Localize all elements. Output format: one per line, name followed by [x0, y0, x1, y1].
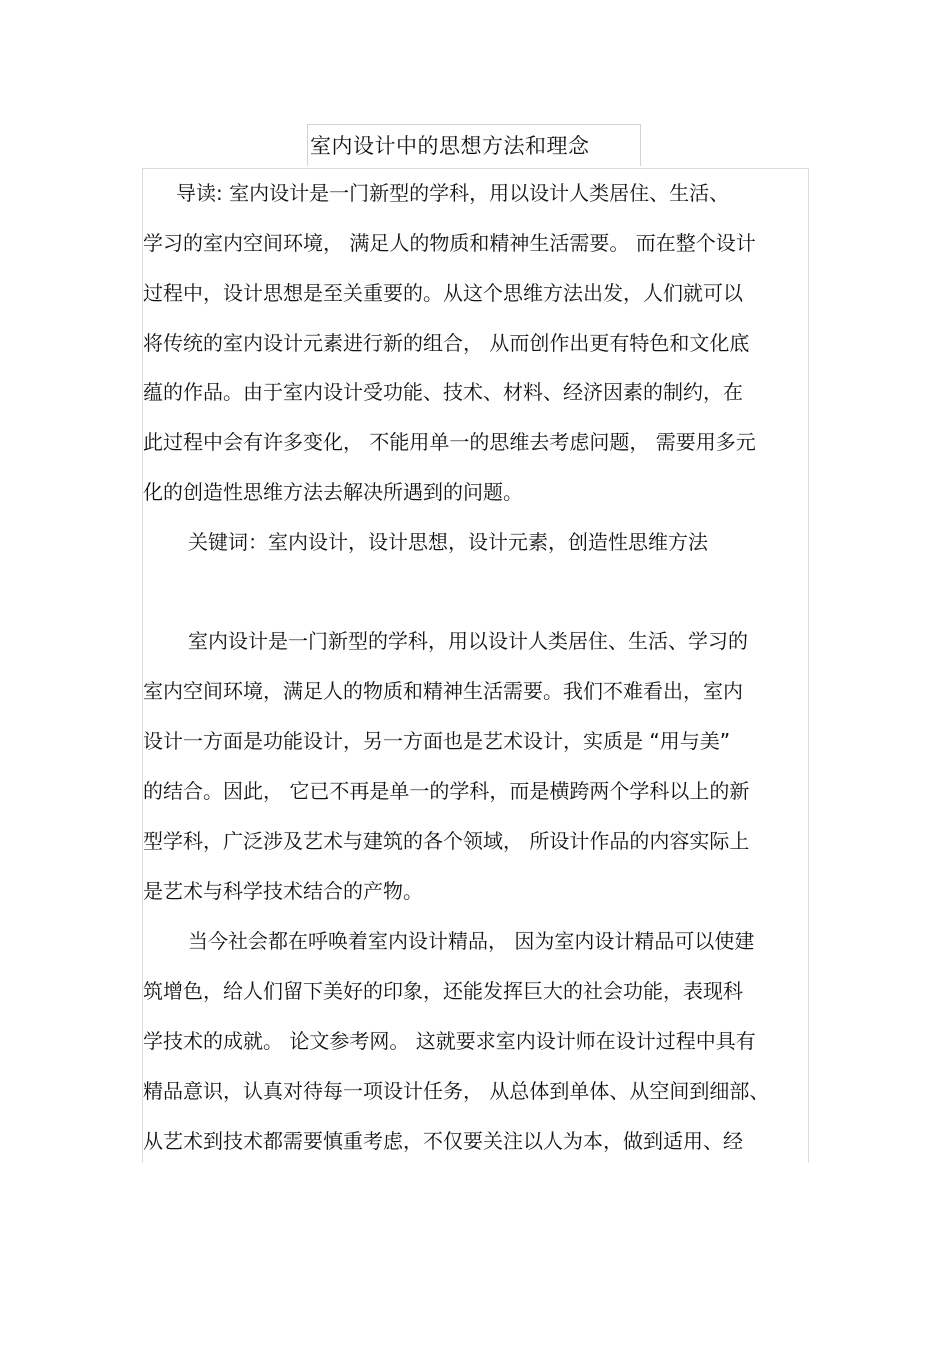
- abstract-line: 过程中，设计思想是至关重要的。从这个思维方法出发，人们就可以: [143, 281, 743, 305]
- body-paragraph-line: 学技术的成就。 论文参考网。 这就要求室内设计师在设计过程中具有: [143, 1029, 756, 1053]
- abstract-line: 将传统的室内设计元素进行新的组合， 从而创作出更有特色和文化底: [143, 331, 750, 355]
- abstract-line: 导读: 室内设计是一门新型的学科，用以设计人类居住、生活、: [176, 181, 730, 205]
- body-paragraph-line: 设计一方面是功能设计，另一方面也是艺术设计，实质是 “用与美”: [143, 729, 731, 753]
- body-paragraph-line: 室内空间环境，满足人的物质和精神生活需要。我们不难看出，室内: [143, 679, 743, 703]
- abstract-line: 化的创造性思维方法去解决所遇到的问题。: [143, 480, 523, 504]
- abstract-line: 此过程中会有许多变化， 不能用单一的思维去考虑问题， 需要用多元: [143, 430, 756, 454]
- body-paragraph-line: 精品意识，认真对待每一项设计任务， 从总体到单体、从空间到细部、: [143, 1079, 770, 1103]
- document-title: 室内设计中的思想方法和理念: [310, 134, 590, 158]
- body-paragraph-line: 型学科，广泛涉及艺术与建筑的各个领域， 所设计作品的内容实际上: [143, 829, 750, 853]
- abstract-line: 学习的室内空间环境， 满足人的物质和精神生活需要。 而在整个设计: [143, 231, 756, 255]
- body-paragraph-line: 筑增色，给人们留下美好的印象，还能发挥巨大的社会功能，表现科: [143, 979, 743, 1003]
- body-paragraph-line: 的结合。因此， 它已不再是单一的学科，而是横跨两个学科以上的新: [143, 779, 750, 803]
- keywords-line: 关键词：室内设计，设计思想，设计元素，创造性思维方法: [188, 530, 708, 554]
- abstract-line: 蕴的作品。由于室内设计受功能、技术、材料、经济因素的制约，在: [143, 380, 743, 404]
- body-paragraph-line: 室内设计是一门新型的学科，用以设计人类居住、生活、学习的: [188, 629, 748, 653]
- body-paragraph-line: 当今社会都在呼唤着室内设计精品， 因为室内设计精品可以使建: [188, 929, 755, 953]
- body-paragraph-line: 是艺术与科学技术结合的产物。: [143, 879, 423, 903]
- body-paragraph-line: 从艺术到技术都需要慎重考虑，不仅要关注以人为本，做到适用、经: [143, 1129, 743, 1153]
- content-frame: [142, 168, 809, 1163]
